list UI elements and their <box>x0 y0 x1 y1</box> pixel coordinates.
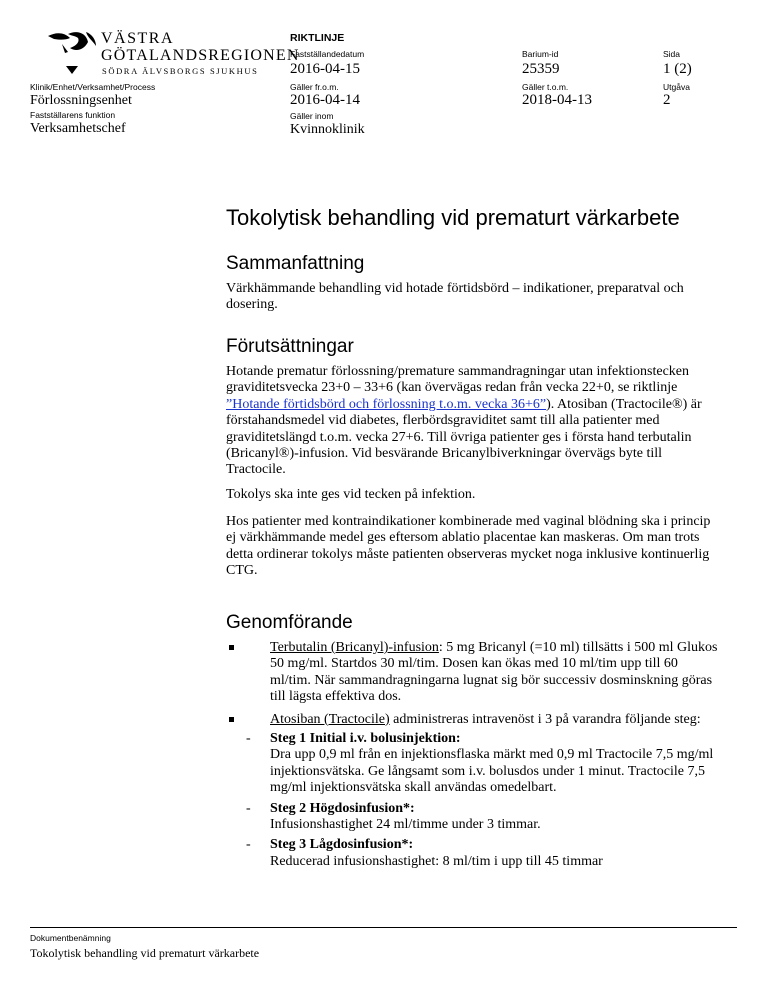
galler-from-value: 2016-04-14 <box>290 92 360 108</box>
step-item <box>226 837 718 870</box>
klinik-label: Klinik/Enhet/Verksamhet/Process <box>30 82 156 92</box>
sida-label: Sida <box>663 49 681 59</box>
step-title: Steg 1 Initial i.v. bolusinjektion: <box>270 731 461 747</box>
document-title: Tokolytisk behandling vid prematurt värkarbete <box>226 205 680 230</box>
galler-inom-label: Gäller inom <box>290 111 334 121</box>
barium-label: Barium-id <box>522 49 559 59</box>
utgava-label: Utgåva <box>663 82 690 92</box>
dash-marker: - <box>246 837 251 853</box>
forutsattningar-text-after-link: ). Atosiban (Tractocile®) är förstahandsmedel vid diabetes, flerbördsgraviditet samt till alla patienter med graviditetslängd t.o.m. vecka 27+6. Till övriga patienter ges i första hand terbutalin (Bricanyl®)-infusion. Vid besvärande Bricanylbiverkningar övervägs byte till Tractocile. <box>226 396 702 478</box>
step-title: Steg 2 Högdosinfusion*: <box>270 800 415 816</box>
step-title: Steg 3 Lågdosinfusion*: <box>270 837 414 853</box>
genomforande-heading: Genomförande <box>226 612 353 633</box>
dash-marker: - <box>246 800 251 816</box>
atosiban-heading: Atosiban (Tractocile) <box>270 711 390 727</box>
vgr-logo <box>46 30 300 80</box>
forutsattningar-paragraph-1 <box>226 364 716 479</box>
forutsattningar-paragraph-2: Tokolys ska inte ges vid tecken på infektion. <box>226 487 476 502</box>
faststallande-label: Fastställandedatum <box>290 49 365 59</box>
logo-text-line1: VÄSTRA <box>101 30 175 47</box>
bullet-square-icon <box>229 717 234 722</box>
terbutalin-heading: Terbutalin (Bricanyl)-infusion <box>270 640 439 655</box>
galler-from-label: Gäller fr.o.m. <box>290 82 339 92</box>
step-text: Reducerad infusionshastighet: 8 ml/tim i upp till 45 timmar <box>270 853 603 869</box>
document-type: RIKTLINJE <box>290 32 345 44</box>
funktion-label: Fastställarens funktion <box>30 110 116 120</box>
atosiban-text: administreras intravenöst i 3 på varandra följande steg: <box>389 711 701 727</box>
utgava-value: 2 <box>663 92 671 108</box>
genomforande-list <box>226 640 718 874</box>
step-text: Dra upp 0,9 ml från en injektionsflaska märkt med 0,9 ml Tractocile 7,5 mg/ml injektionsvätska. Ge långsamt som i.v. bolusdos under 1 minut. Tractocile 7,5 mg/ml injektionsvätska skall användas omedelbart. <box>270 747 714 796</box>
barium-value: 25359 <box>522 61 560 77</box>
funktion-value: Verksamhetschef <box>30 121 126 136</box>
faststallande-value: 2016-04-15 <box>290 61 360 77</box>
galler-tom-value: 2018-04-13 <box>522 92 592 108</box>
list-item-terbutalin <box>226 640 718 706</box>
step-item <box>226 801 718 834</box>
galler-tom-label: Gäller t.o.m. <box>522 82 569 92</box>
terbutalin-text: : 5 mg Bricanyl (=10 ml) tillsätts i 500 ml Glukos 50 mg/ml. Startdos 30 ml/tim. Dosen kan ökas med 10 ml/tim upp till 60 ml/tim. När sammandragningarna lugnat sig bör successiv dosminskning göras till lägsta effektiva dos. <box>270 640 718 705</box>
riktlinje-link[interactable]: ”Hotande förtidsbörd och förlossning t.o.m. vecka 36+6” <box>226 396 547 412</box>
vgr-logo-icon <box>46 30 98 78</box>
dash-marker: - <box>246 731 251 747</box>
footer-document-name: Tokolytisk behandling vid prematurt värkarbete <box>30 946 260 960</box>
step-text: Infusionshastighet 24 ml/timme under 3 timmar. <box>270 817 541 833</box>
forutsattningar-paragraph-3: Hos patienter med kontraindikationer kombinerade med vaginal blödning ska i princip ej värkhämmande medel ges eftersom ablatio placentae kan maskeras. Om man trots detta ordinerar tokolys måste patienten observeras mycket noga inklusive kontinuerlig CTG. <box>226 514 711 579</box>
klinik-value: Förlossningsenhet <box>30 93 132 108</box>
forutsattningar-text-before-link: Hotande prematur förlossning/premature sammandragningar utan infektionstecken graviditetsvecka 23+0 – 33+6 (kan övervägas redan från vecka 22+0, se riktlinje <box>226 364 690 396</box>
sammanfattning-text: Värkhämmande behandling vid hotade förtidsbörd – indikationer, preparatval och dosering. <box>226 281 684 313</box>
footer-divider <box>30 927 737 928</box>
sammanfattning-heading: Sammanfattning <box>226 253 365 274</box>
list-item-atosiban <box>226 712 718 871</box>
footer-label: Dokumentbenämning <box>30 933 111 943</box>
atosiban-steps <box>226 731 718 870</box>
logo-text-line2: GÖTALANDSREGIONEN <box>101 47 300 64</box>
logo-text-line3: SÖDRA ÄLVSBORGS SJUKHUS <box>102 66 259 76</box>
galler-inom-value: Kvinnoklinik <box>290 122 365 137</box>
bullet-square-icon <box>229 645 234 650</box>
step-item <box>226 731 718 797</box>
forutsattningar-heading: Förutsättningar <box>226 336 354 357</box>
sida-value: 1 (2) <box>663 61 692 77</box>
